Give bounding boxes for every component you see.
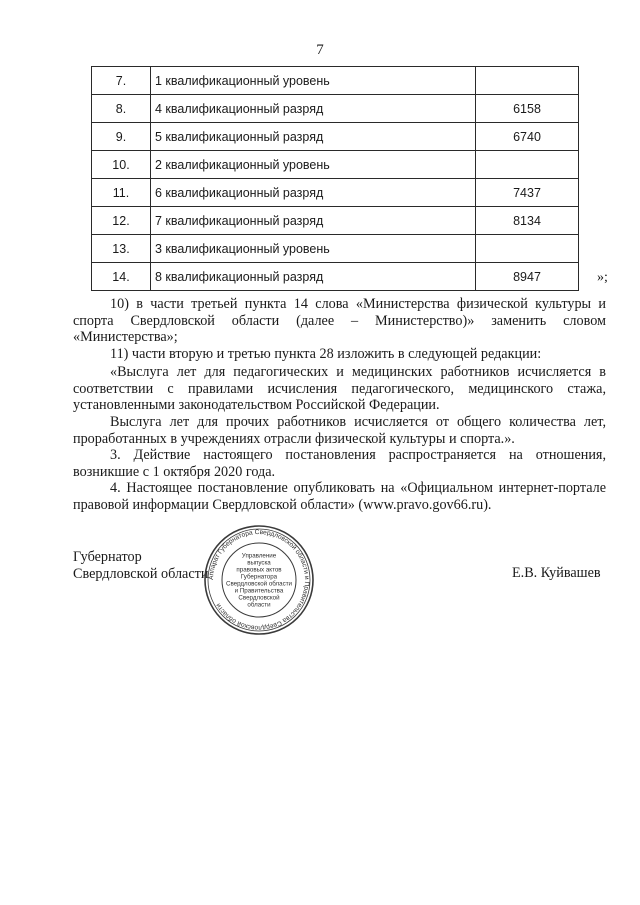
signer-name: Е.В. Куйвашев	[512, 565, 601, 581]
seal-center-line: области	[247, 601, 271, 609]
paragraph-item-11: 11) части вторую и третью пункта 28 изложить в следующей редакции:	[110, 346, 542, 362]
table-row	[92, 67, 579, 95]
row-name: 3 квалификационный уровень	[151, 235, 476, 263]
page-number: 7	[316, 42, 324, 58]
row-value	[476, 235, 579, 263]
table-row	[92, 207, 579, 235]
seal-center-line: Свердловской области	[225, 580, 293, 588]
table-row	[92, 151, 579, 179]
table-row	[92, 123, 579, 151]
row-number: 14.	[92, 263, 151, 291]
row-number: 10.	[92, 151, 151, 179]
seal-center-line: Губернатора	[240, 573, 278, 581]
paragraph-item-4: 4. Настоящее постановление опубликовать на «Официальном интернет-портале правовой информации Свердловской области» (www.pravo.gov66.ru).	[73, 480, 606, 513]
seal-center-line: Свердловской	[238, 594, 280, 602]
row-name: 7 квалификационный разряд	[151, 207, 476, 235]
seal-ring-text: Аппарат Губернатора Свердловской области и Правительства Свердловской области	[207, 528, 311, 632]
row-name: 2 квалификационный уровень	[151, 151, 476, 179]
table-row	[92, 235, 579, 263]
seal-center-line: Управление	[241, 552, 277, 560]
row-name: 6 квалификационный разряд	[151, 179, 476, 207]
paragraph-item-3: 3. Действие настоящего постановления распространяется на отношения, возникшие с 1 октября 2020 года.	[73, 447, 606, 480]
table-row	[92, 263, 579, 291]
signature-title-line2: Свердловской области	[73, 565, 209, 582]
row-number: 8.	[92, 95, 151, 123]
salary-table	[91, 66, 579, 291]
paragraph-quote-service-medical: «Выслуга лет для педагогических и медицинских работников исчисляется в соответствии с правилами исчисления педагогического, медицинского стажа, установленными законодательством Российской Федерации.	[73, 364, 606, 413]
row-name: 4 квалификационный разряд	[151, 95, 476, 123]
paragraph-quote-service-other: Выслуга лет для прочих работников исчисляется от общего количества лет, проработанных в учреждениях отрасли физической культуры и спорта.».	[73, 414, 606, 447]
row-value: 6158	[476, 95, 579, 123]
row-name: 1 квалификационный уровень	[151, 67, 476, 95]
table-row	[92, 95, 579, 123]
row-number: 9.	[92, 123, 151, 151]
table-closing-quote: »;	[597, 270, 608, 285]
row-number: 11.	[92, 179, 151, 207]
row-value: 8947	[476, 263, 579, 291]
signature-title-line1: Губернатор	[73, 549, 142, 565]
paragraph-item-10: 10) в части третьей пункта 14 слова «Министерства физической культуры и спорта Свердловской области (далее – Министерство)» заменить словом «Министерства»;	[73, 296, 606, 345]
row-value	[476, 67, 579, 95]
row-value: 8134	[476, 207, 579, 235]
seal-center-line: выпуска	[247, 559, 271, 567]
row-number: 12.	[92, 207, 151, 235]
signature-title	[73, 549, 208, 582]
seal-center-line: правовых актов	[236, 566, 282, 574]
official-seal	[203, 524, 315, 636]
row-number: 7.	[92, 67, 151, 95]
seal-center-line: и Правительства	[234, 587, 284, 595]
row-number: 13.	[92, 235, 151, 263]
row-name: 8 квалификационный разряд	[151, 263, 476, 291]
row-value: 6740	[476, 123, 579, 151]
row-value: 7437	[476, 179, 579, 207]
row-value	[476, 151, 579, 179]
row-name: 5 квалификационный разряд	[151, 123, 476, 151]
table-row	[92, 179, 579, 207]
